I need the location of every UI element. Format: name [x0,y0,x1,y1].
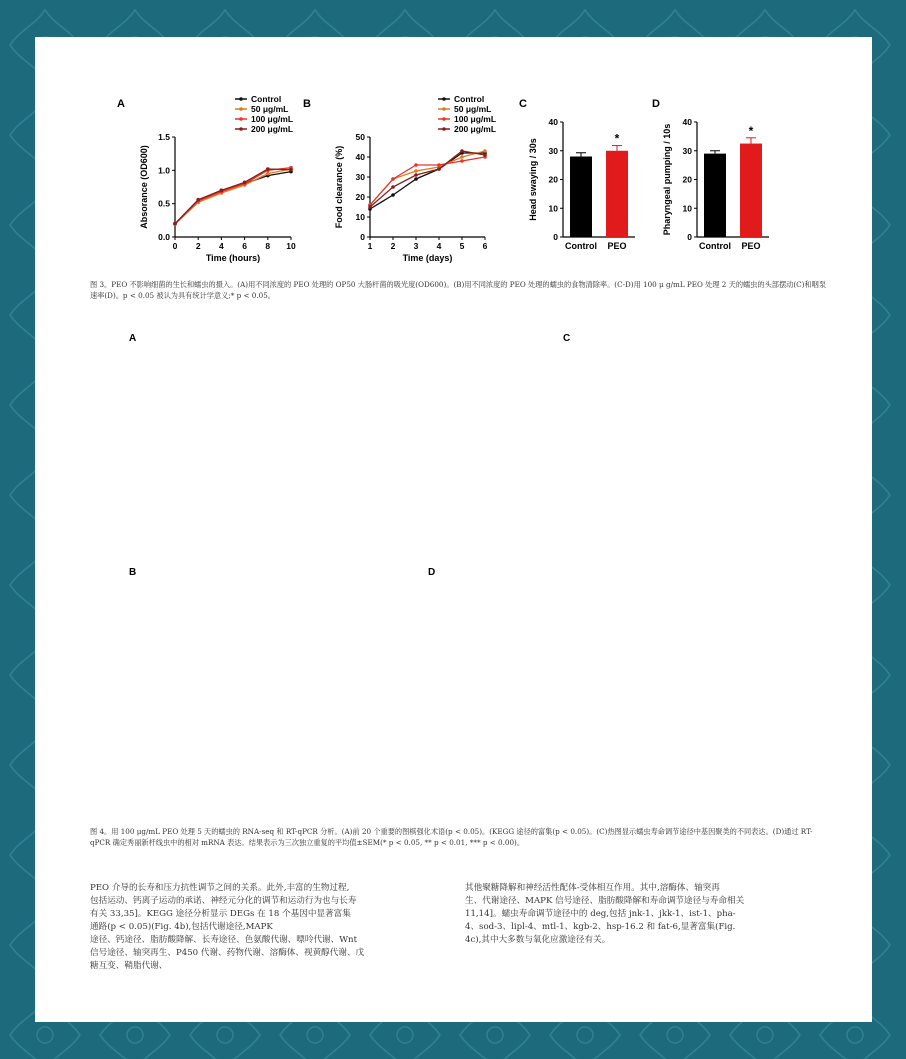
y-axis-label: Food clearance (%) [334,145,344,229]
series-line [175,169,291,224]
data-point [266,167,270,171]
x-tick-label: 3 [413,241,419,251]
figure-3 [35,87,872,277]
legend-label: 50 μg/mL [454,104,492,114]
data-point [414,173,418,177]
data-point [173,222,177,226]
legend-marker [442,107,446,111]
data-point [460,155,464,159]
y-tick-label: 10 [355,212,365,222]
y-tick-label: 30 [682,145,692,156]
data-point [368,205,372,209]
bar [570,157,592,238]
y-axis-label: Head swaying / 30s [528,138,538,221]
x-axis-label: Time (hours) [205,253,261,263]
text-line: 4、sod-3、lipl-4、mtl-1、kgb-2、hsp-16.2 和 fat-6,显著富集(Fig. [465,922,736,932]
text-line: PEO 介导的长寿和压力抗性调节之间的关系。此外,丰富的生物过程, [90,883,350,893]
legend-marker [442,117,446,121]
panel-label-d: D [428,567,436,578]
y-tick-label: 40 [682,117,692,127]
body-left-column [90,882,460,973]
y-axis-label: Pharyngeal pumping / 10s [662,123,672,236]
x-tick-label: Control [699,241,731,251]
data-point [391,185,395,189]
legend-label: Control [454,94,485,104]
data-point [243,181,247,185]
x-tick-label: 5 [459,241,465,251]
text-line: 11,14]。蠕虫寿命调节途径中的 deg,包括 jnk-1、jkk-1、ist-1、pha- [465,909,736,919]
data-point [483,149,487,153]
text-line: 途径、钙途径、脂肪酸降解、长寿途径、色氨酸代谢、嘌呤代谢、Wnt [90,935,358,945]
legend-label: 200 μg/mL [454,124,497,134]
data-point [414,169,418,173]
data-point [220,189,224,193]
x-tick-label: 10 [286,241,296,251]
text-line: 有关 33,35]。KEGG 途径分析显示 DEGs 在 18 个基因中显著富集 [90,909,351,919]
significance-marker: * [614,131,620,146]
bar [740,144,762,237]
data-point [483,153,487,157]
data-point [437,163,441,167]
text-line: 通路(p < 0.05)(Fig. 4b),包括代谢途径,MAPK [90,922,273,932]
x-tick-label: 2 [195,241,201,251]
bar [606,151,628,237]
y-tick-label: 0.5 [158,198,170,209]
y-tick-label: 10 [682,203,692,214]
panel-label-b: B [129,567,137,578]
y-tick-label: 40 [355,152,365,162]
y-tick-label: 0 [553,232,558,242]
y-tick-label: 30 [548,145,558,156]
legend-marker [442,97,446,101]
legend-label: Control [251,94,282,104]
x-tick-label: 1 [367,241,373,251]
figure-4-caption: 图 4。用 100 μg/mL PEO 处理 5 天的蠕虫的 RNA-seq 和 RT-qPCR 分析。(A)前 20 个重要的图棋强化术语(p < 0.05)。(KEGG 途径的富集(p < 0.05)。(C)热图显示蠕虫寿命调节途径中基因聚类的不同表达。(D)通过 RT-qPCR 确定秀丽新杆线虫中的相对 mRNA 表达。结果表示为三次独立重复的平均值±SEM(* p < 0.05, ** p < 0.01, *** p < 0.00)。 [90,827,813,847]
series-line [370,151,485,205]
text-line: 包括运动、钙离子运动的承诺、神经元分化的调节和运动行为也与长寿 [90,896,357,906]
y-tick-label: 50 [355,132,365,142]
y-tick-label: 1.5 [158,132,170,142]
x-tick-label: 6 [482,241,488,251]
x-tick-label: 2 [390,241,396,251]
x-tick-label: 0 [172,241,178,251]
bar [704,154,726,237]
data-point [391,193,395,197]
data-point [414,177,418,181]
panel-label-c: C [519,98,527,110]
panel-label-b: B [303,98,311,110]
text-line: 4c),其中大多数与氧化应激途径有关。 [465,935,611,945]
data-point [391,177,395,181]
food-clearance-chart [334,94,496,263]
data-point [414,163,418,167]
panel-label-c: C [563,333,571,344]
series-line [175,172,291,224]
text-line: 信号途径、轴突再生、P450 代谢、药物代谢、溶酶体、视黄醇代谢、戊 [90,948,365,958]
text-line: 生、代谢途径、MAPK 信号途径、脂肪酸降解和寿命调节途径与寿命相关 [465,896,745,906]
x-tick-label: PEO [607,241,627,251]
text-line: 其他聚糖降解和神经活性配体-受体相互作用。其中,溶酶体、轴突再 [465,883,720,893]
legend-label: 100 μg/mL [454,114,497,124]
x-tick-label: 4 [436,241,442,251]
y-tick-label: 0.0 [158,232,170,242]
legend-marker [239,107,243,111]
growth-curve-chart [139,94,296,263]
x-tick-label: PEO [741,241,761,251]
legend-marker [239,97,243,101]
figure-4 [35,327,872,817]
data-point [289,168,293,172]
data-point [460,159,464,163]
text-line: 糖互变、鞘脂代谢、 [90,961,168,971]
legend-label: 200 μg/mL [251,124,294,134]
series-line [175,168,291,224]
legend-label: 50 μg/mL [251,104,289,114]
y-tick-label: 20 [548,174,558,185]
y-tick-label: 20 [355,192,365,202]
x-tick-label: 4 [219,241,224,251]
panel-label-d: D [652,98,660,110]
legend-marker [239,127,243,131]
panel-label-a: A [129,333,137,344]
figure-3-caption: 图 3。PEO 不影响细菌的生长和蠕虫的摄入。(A)用不同浓度的 PEO 处理的 OP50 大肠杆菌的吸光度(OD600)。(B)用不同浓度的 PEO 处理的蠕虫的食物清除率。(C-D)用 100 μ g/mL PEO 处理 2 天的蠕虫的头部摆动(C)和咽泵速率(D)。p < 0.05 被认为具有统计学意义;* p < 0.05。 [90,280,827,300]
y-axis-label: Absorance (OD600) [139,145,149,229]
y-tick-label: 1.0 [158,165,170,176]
x-tick-label: 8 [265,241,271,251]
y-tick-label: 0 [360,232,365,242]
series-line [370,153,485,209]
y-tick-label: 10 [548,203,558,214]
legend-marker [239,117,243,121]
paper-page [35,37,872,1022]
y-tick-label: 20 [682,174,692,185]
body-right-column [465,882,835,947]
data-point [437,167,441,171]
x-axis-label: Time (days) [402,253,453,263]
y-tick-label: 30 [355,172,365,182]
legend-label: 100 μg/mL [251,114,294,124]
series-line [175,169,291,224]
x-tick-label: Control [565,241,597,251]
y-tick-label: 0 [687,232,692,242]
legend-marker [442,127,446,131]
x-tick-label: 6 [242,241,247,251]
pharyngeal-pumping-chart [662,117,769,251]
panel-label-a: A [117,98,125,110]
y-tick-label: 40 [548,117,558,127]
data-point [266,172,270,176]
data-point [196,198,200,202]
significance-marker: * [748,123,754,138]
head-swaying-chart [528,117,635,251]
data-point [460,149,464,153]
